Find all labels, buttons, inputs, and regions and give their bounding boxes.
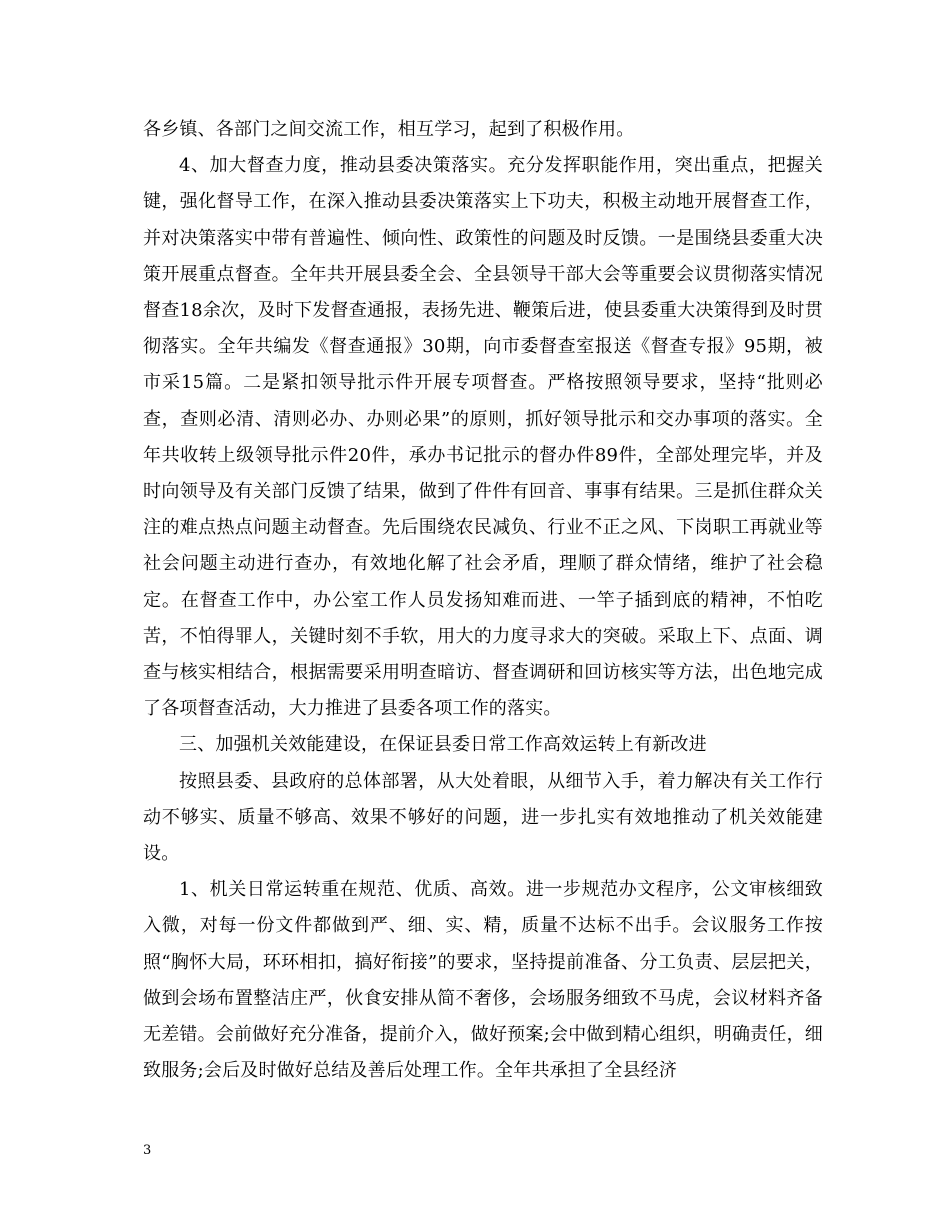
paragraph-daily-operation: 1、机关日常运转重在规范、优质、高效。进一步规范办文程序，公文审核细致入微，对每一份文件都做到严、细、实、精，质量不达标不出手。会议服务工作按照“胸怀大局，环环相扣，搞好衔接”的要求，坚持提前准备、分工负责、层层把关，做到会场布置整洁庄严，伙食安排从简不奢侈，会场服务细致不马虎，会议材料齐备无差错。会前做好充分准备，提前介入，做好预案;会中做到精心组织，明确责任，细致服务;会后及时做好总结及善后处理工作。全年共承担了全县经济 — [143, 879, 823, 1082]
body-text — [143, 112, 823, 1089]
paragraph-continuation: 各乡镇、各部门之间交流工作，相互学习，起到了积极作用。 — [143, 119, 635, 140]
paragraph-efficiency-intro: 按照县委、县政府的总体部署，从大处着眼，从细节入手，着力解决有关工作行动不够实、质量不够高、效果不够好的问题，进一步扎实有效地推动了机关效能建设。 — [143, 770, 823, 865]
section-heading: 三、加强机关效能建设，在保证县委日常工作高效运转上有新改进 — [179, 734, 707, 756]
page-number: 3 — [143, 1143, 152, 1158]
paragraph-supervision: 4、加大督查力度，推动县委决策落实。充分发挥职能作用，突出重点，把握关键，强化督导工作，在深入推动县委决策落实上下功夫，积极主动地开展督查工作，并对决策落实中带有普遍性、倾向性、政策性的问题及时反馈。一是围绕县委重大决策开展重点督查。全年共开展县委全会、全县领导干部大会等重要会议贯彻落实情况督查18余次，及时下发督查通报，表扬先进、鞭策后进，使县委重大决策得到及时贯彻落实。全年共编发《督查通报》30期，向市委督查室报送《督查专报》95期，被市采15篇。二是紧扣领导批示件开展专项督查。严格按照领导要求，坚持“批则必查，查则必清、清则必办、办则必果”的原则，抓好领导批示和交办事项的落实。全年共收转上级领导批示件20件，承办书记批示的督办件89件，全部处理完毕，并及时向领导及有关部门反馈了结果，做到了件件有回音、事事有结果。三是抓住群众关注的难点热点问题主动督查。先后围绕农民减负、行业不正之风、下岗职工再就业等社会问题主动进行查办，有效地化解了社会矛盾，理顺了群众情绪，维护了社会稳定。在督查工作中，办公室工作人员发扬知难而进、一竿子插到底的精神，不怕吃苦，不怕得罪人，关键时刻不手软，用大的力度寻求大的突破。采取上下、点面、调查与核实相结合，根据需要采用明查暗访、督查调研和回访核实等方法，出色地完成了各项督查活动，大力推进了县委各项工作的落实。 — [143, 155, 823, 720]
